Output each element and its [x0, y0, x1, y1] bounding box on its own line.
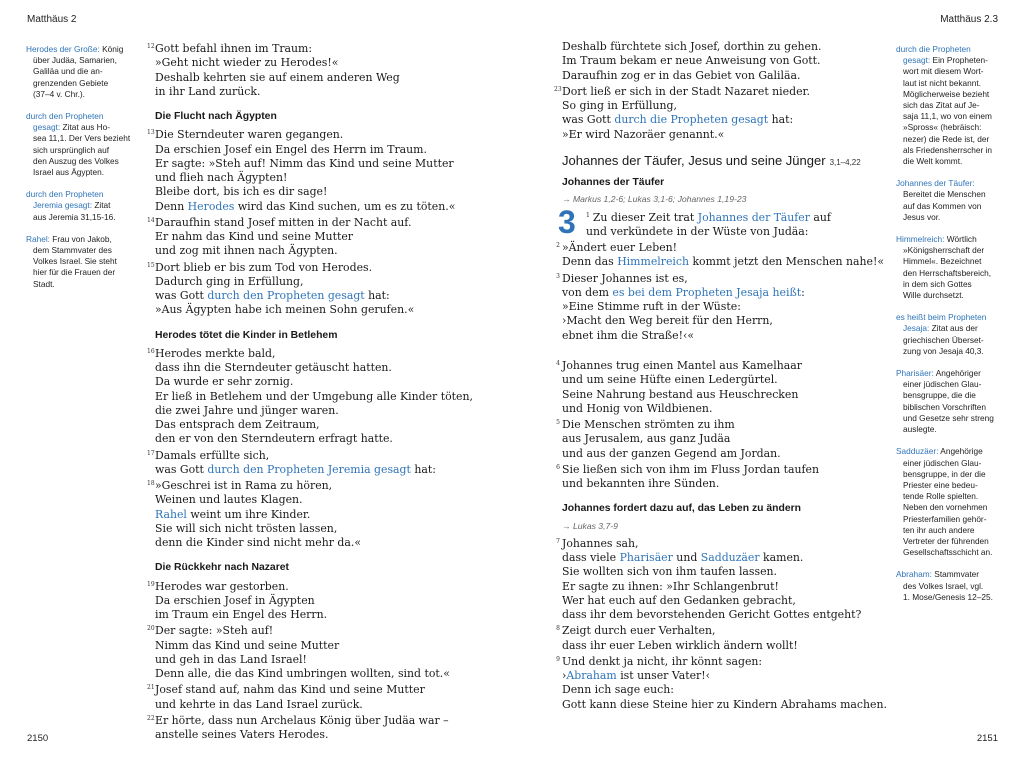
- verse-text: Er sagte: »Steh auf! Nimm das Kind und seine Mutter: [155, 156, 454, 170]
- glossary-link-rahel[interactable]: Rahel: [155, 507, 187, 521]
- glossary-link-abraham[interactable]: Abraham: [566, 669, 617, 682]
- verse-text: dass ihr dem bevorstehenden Gericht Gottes entgeht?: [562, 608, 862, 621]
- gloss-text: grenzenden Gebiete: [33, 77, 109, 88]
- gloss-text: Wörtlich: [946, 234, 977, 245]
- verse-text: dass ihr euer Leben wirklich ändern wollt!: [562, 638, 798, 652]
- gloss-text: Himmel«. Bezeichnet: [903, 256, 982, 267]
- gloss-text: (37–4 v. Chr.).: [33, 88, 85, 99]
- verse-text: Wer hat euch auf den Gedanken gebracht,: [562, 593, 796, 607]
- gloss-term: gesagt:: [903, 55, 931, 66]
- left-glossary: [26, 44, 138, 301]
- gloss-text: auslegte.: [903, 424, 937, 435]
- gloss-text: sich das Zitat auf Je-: [903, 100, 980, 111]
- verse-text: Im Traum bekam er neue Anweisung von Gott.: [562, 54, 821, 68]
- verse-text: auf: [809, 210, 831, 224]
- gloss-term: durch den Propheten: [26, 189, 104, 200]
- glossary-link-propheten-nazoraeer[interactable]: durch die Propheten gesagt: [614, 113, 769, 127]
- chapter-3-opening: [558, 203, 872, 240]
- gloss-text: hier für die Frauen der: [33, 267, 116, 278]
- verse-number: 6: [556, 463, 560, 471]
- gloss-text: wort mit diesem Wort-: [903, 66, 984, 77]
- verse-text: Johannes sah,: [562, 536, 639, 550]
- verse-text: und bekannten ihre Sünden.: [562, 477, 720, 490]
- right-page-text: [554, 40, 887, 712]
- verse-number: 2: [556, 242, 560, 249]
- gloss-text: und Gesetze sehr streng: [903, 412, 994, 423]
- glossary-link-herodes[interactable]: Herodes: [187, 199, 235, 213]
- gloss-term: es heißt beim Propheten: [896, 312, 987, 323]
- verse-text: Seine Nahrung bestand aus Heuschrecken: [562, 387, 799, 401]
- gloss-term: Himmelreich:: [896, 234, 945, 245]
- verse-text: Zeigt durch euer Verhalten,: [562, 624, 716, 638]
- verse-text: »Eine Stimme ruft in der Wüste:: [562, 300, 741, 313]
- verse-text: Deshalb kehrten sie auf einem anderen Weg: [155, 70, 400, 84]
- gloss-text: Israel aus Ägypten.: [33, 167, 105, 178]
- gloss-entry-jesaja: [896, 312, 1004, 357]
- gloss-entry-sadduzaeer: [896, 446, 1004, 558]
- verse-text: Er nahm das Kind und seine Mutter: [155, 230, 353, 243]
- gloss-text: saja 11,1, wo von einem: [903, 111, 992, 122]
- verse-text: Er hörte, dass nun Archelaus König über Judäa war –: [155, 713, 449, 727]
- verse-text: hat:: [768, 113, 794, 127]
- gloss-text: sich ursprünglich auf: [33, 144, 110, 155]
- verse-text: »Aus Ägypten habe ich meinen Sohn gerufen.«: [155, 303, 415, 317]
- verse-text: Zu dieser Zeit trat: [592, 210, 698, 224]
- verse-number: 7: [556, 537, 560, 545]
- gloss-text: Gesellschaftsschicht an.: [903, 547, 993, 558]
- verse-text: Daraufhin stand Josef mitten in der Nacht auf.: [155, 215, 412, 229]
- gloss-text: griechischen Überset-: [903, 334, 984, 345]
- glossary-link-johannes[interactable]: Johannes der Täufer: [697, 210, 810, 224]
- section-heading: Johannes der Täufer: [562, 177, 665, 188]
- verse-text: Das entsprach dem Zeitraum,: [155, 418, 320, 431]
- verse-text: weint um ihre Kinder.: [186, 507, 311, 521]
- verse-number: 18: [147, 480, 155, 487]
- glossary-link-pharisaeer[interactable]: Pharisäer: [619, 551, 673, 564]
- gloss-term: durch die Propheten: [896, 44, 971, 54]
- verse-text: was Gott: [562, 113, 615, 127]
- gloss-text: bensgruppe, die die: [903, 390, 976, 401]
- verse-text: Herodes war gestorben.: [155, 579, 289, 593]
- verse-number: 16: [147, 347, 155, 355]
- glossary-link-sadduzaeer[interactable]: Sadduzäer: [700, 551, 760, 564]
- verse-text: Deshalb fürchtete sich Josef, dorthin zu gehen.: [562, 40, 822, 53]
- left-page-text: [147, 40, 473, 742]
- verse-text: So ging in Erfüllung,: [562, 99, 677, 112]
- verse-text: »Geht nicht wieder zu Herodes!«: [155, 56, 339, 70]
- verse-text: Da wurde er sehr zornig.: [155, 375, 294, 389]
- section-heading: Die Rückkehr nach Nazaret: [155, 562, 289, 574]
- gloss-text: die Welt kommt.: [903, 156, 963, 167]
- verse-number: 12: [147, 43, 155, 50]
- major-section-title: [562, 154, 872, 170]
- verse-text: Sie wollten sich von ihm taufen lassen.: [562, 565, 778, 579]
- gloss-entry-propheten: [26, 111, 138, 178]
- verse-text: und verkündete in der Wüste von Judäa:: [586, 224, 809, 238]
- gloss-text: Galiläa und die an-: [33, 66, 103, 77]
- gloss-text: Möglicherweise bezieht: [903, 88, 990, 99]
- gloss-text: laut ist nicht bekannt.: [903, 77, 981, 88]
- verse-text: und um seine Hüfte einen Ledergürtel.: [562, 373, 778, 387]
- gloss-text: Stadt.: [33, 278, 55, 289]
- section-heading: Johannes fordert dazu auf, das Leben zu ändern: [562, 503, 802, 515]
- verse-text: kamen.: [759, 551, 804, 564]
- verse-number: 22: [147, 714, 155, 722]
- verse-text: und: [672, 551, 701, 564]
- gloss-text: über Judäa, Samarien,: [33, 55, 117, 66]
- gloss-text: Volkes Israel. Sie steht: [33, 256, 117, 267]
- gloss-text: »Königsherrschaft der: [903, 245, 985, 256]
- verse-number: 15: [147, 261, 155, 269]
- gloss-text: Wille durchsetzt.: [903, 290, 964, 301]
- verse-text: Herodes merkte bald,: [155, 346, 276, 360]
- gloss-text: Vertreter der führenden: [903, 535, 989, 546]
- verse-number: 23: [554, 85, 562, 93]
- verse-number: 3: [556, 272, 560, 280]
- verse-text: Denn das: [562, 255, 618, 269]
- verse-number: 19: [147, 580, 155, 588]
- gloss-term: Jesaja:: [903, 323, 930, 334]
- gloss-text: bensgruppe, in der die: [903, 468, 986, 479]
- gloss-text: »Spross« (hebräisch:: [903, 122, 982, 133]
- verse-text: dass viele: [562, 551, 620, 564]
- verse-text: ist unser Vater!‹: [616, 669, 710, 682]
- gloss-text: auf das Kommen von: [903, 200, 982, 211]
- running-head-left: Matthäus 2: [27, 14, 77, 25]
- gloss-text: biblischen Vorschriften: [903, 401, 987, 412]
- verse-text: hat:: [410, 462, 436, 476]
- verse-text: ›: [562, 669, 567, 682]
- running-head-right: Matthäus 2.3: [940, 14, 998, 25]
- verse-text: Er sagte zu ihnen: »Ihr Schlangenbrut!: [562, 579, 779, 593]
- verse-number: 5: [556, 419, 560, 426]
- section-reference: 3,1–4,22: [829, 157, 861, 167]
- verse-text: Bleibe dort, bis ich es dir sage!: [155, 185, 328, 199]
- gloss-text: Angehörige: [940, 446, 983, 457]
- verse-text: Er ließ in Betlehem und der Umgebung alle Kinder töten,: [155, 389, 473, 403]
- verse-text: :: [801, 285, 805, 299]
- verse-text: wird das Kind suchen, um es zu töten.«: [234, 199, 456, 213]
- verse-text: Damals erfüllte sich,: [155, 448, 270, 462]
- verse-text: Sie ließen sich von ihm im Fluss Jordan taufen: [562, 462, 819, 476]
- gloss-term: Rahel:: [26, 233, 50, 244]
- verse-text: Dadurch ging in Erfüllung,: [155, 274, 304, 288]
- gloss-text: den Herrschaftsbereich,: [903, 267, 992, 278]
- parallel-references[interactable]: → Lukas 3,7-9: [562, 520, 618, 531]
- verse-text: Sie will sich nicht trösten lassen,: [155, 521, 338, 535]
- gloss-text: Jesus vor.: [903, 211, 941, 222]
- verse-number: 17: [147, 449, 155, 457]
- verse-number: 8: [556, 625, 560, 633]
- gloss-text: als Friedensherrscher in: [903, 144, 992, 155]
- gloss-text: Neben den vornehmen: [903, 502, 988, 513]
- verse-text: Denn ich sage euch:: [562, 683, 674, 697]
- verse-number: 21: [147, 684, 155, 692]
- verse-number: 9: [556, 655, 560, 663]
- verse-text: und kehrte in das Land Israel zurück.: [155, 697, 363, 711]
- verse-text: Da erschien Josef in Ägypten: [155, 593, 315, 607]
- gloss-text: sea 11,1. Der Vers bezieht: [33, 133, 131, 144]
- glossary-link-propheten[interactable]: durch den Propheten gesagt: [207, 289, 365, 302]
- gloss-term: Johannes der Täufer:: [896, 178, 975, 189]
- glossary-link-jesaja[interactable]: es bei dem Propheten Jesaja heißt: [612, 285, 802, 299]
- verse-text: von dem: [562, 285, 613, 299]
- gloss-entry-rahel: [26, 234, 138, 290]
- verse-text: und zog mit ihnen nach Ägypten.: [155, 244, 338, 258]
- gloss-text: in dem sich Gottes: [903, 278, 972, 289]
- gloss-text: tende Rolle spielten.: [903, 491, 979, 502]
- gloss-entry-nazoraeer: [896, 44, 1004, 167]
- verse-text: kommt jetzt den Menschen nahe!«: [689, 255, 885, 269]
- gloss-term: Sadduzäer:: [896, 446, 939, 457]
- verse-text: was Gott: [155, 289, 208, 302]
- gloss-entry-himmelreich: [896, 234, 1004, 301]
- gloss-text: des Volkes Israel, vgl.: [903, 580, 984, 591]
- gloss-text: König: [102, 44, 124, 54]
- verse-text: ›Macht den Weg bereit für den Herrn,: [562, 314, 773, 328]
- gloss-text: Zitat aus der: [931, 323, 978, 334]
- verse-text: Gott kann diese Steine hier zu Kindern Abrahams machen.: [562, 697, 887, 711]
- gloss-text: Frau von Jakob,: [52, 233, 112, 244]
- verse-text: den er von den Sterndeutern erfragt hatte.: [155, 432, 393, 446]
- verse-text: Johannes trug einen Mantel aus Kamelhaar: [562, 359, 802, 372]
- verse-text: dass ihn die Sterndeuter getäuscht hatten.: [155, 361, 392, 374]
- verse-text: Der sagte: »Steh auf!: [155, 624, 274, 638]
- verse-text: »Ändert euer Leben!: [562, 241, 678, 254]
- section-title-text: Johannes der Täufer, Jesus und seine Jünger: [562, 152, 826, 168]
- verse-number: 14: [147, 216, 155, 224]
- verse-text: Josef stand auf, nahm das Kind und seine Mutter: [155, 683, 425, 697]
- verse-text: im Traum ein Engel des Herrn.: [155, 608, 328, 621]
- chapter-number: 3: [558, 203, 576, 240]
- gloss-text: den Auszug des Volkes: [33, 155, 119, 166]
- verse-text: in ihr Land zurück.: [155, 84, 261, 98]
- verse-text: »Geschrei ist in Rama zu hören,: [155, 479, 333, 492]
- gloss-text: nezer) die Rede ist, der: [903, 133, 990, 144]
- gloss-text: Ein Propheten-: [932, 55, 988, 66]
- page-number-right: 2151: [976, 733, 998, 744]
- gloss-entry-pharisaeer: [896, 368, 1004, 435]
- verse-text: und flieh nach Ägypten!: [155, 171, 288, 184]
- gloss-entry-jeremia: [26, 189, 138, 223]
- verse-text: Die Menschen strömten zu ihm: [562, 418, 735, 431]
- gloss-term: gesagt:: [33, 122, 61, 133]
- verse-text: und Honig von Wildbienen.: [562, 401, 713, 415]
- page-number-left: 2150: [27, 733, 49, 744]
- verse-text: Dort ließ er sich in der Stadt Nazaret nieder.: [562, 84, 810, 98]
- verse-number: 4: [556, 360, 560, 367]
- right-glossary: [896, 44, 1004, 614]
- gloss-text: Stammvater: [934, 569, 980, 580]
- gloss-text: Priester eine bedeu-: [903, 479, 978, 490]
- verse-text: Daraufhin zog er in das Gebiet von Galiläa.: [562, 68, 801, 82]
- gloss-text: ten ihr auch andere: [903, 524, 975, 535]
- verse-text: aus Jerusalem, aus ganz Judäa: [562, 432, 731, 446]
- verse-number: 13: [147, 129, 155, 137]
- gloss-term: Herodes der Große:: [26, 44, 100, 54]
- verse-text: Nimm das Kind und seine Mutter: [155, 638, 340, 652]
- verse-text: hat:: [364, 289, 390, 302]
- gloss-term: Pharisäer:: [896, 368, 934, 379]
- verse-text: Dieser Johannes ist es,: [562, 271, 688, 285]
- verse-text: und aus der ganzen Gegend am Jordan.: [562, 446, 781, 460]
- gloss-text: Zitat aus Ho-: [62, 122, 111, 133]
- verse-text: Dort blieb er bis zum Tod von Herodes.: [155, 260, 373, 274]
- parallel-references[interactable]: → Markus 1,2-6; Lukas 3,1-6; Johannes 1,19-23: [562, 194, 747, 205]
- verse-text: was Gott: [155, 462, 208, 476]
- glossary-link-himmelreich[interactable]: Himmelreich: [617, 255, 689, 269]
- verse-text: und geh in das Land Israel!: [155, 652, 307, 666]
- gloss-entry-abraham: [896, 569, 1004, 603]
- verse-text: Gott befahl ihnen im Traum:: [155, 42, 313, 55]
- verse-number: 20: [147, 625, 155, 633]
- verse-text: ebnet ihm die Straße!‹«: [562, 328, 695, 342]
- verse-text: Denn alle, die das Kind umbringen wollten, sind tot.«: [155, 667, 450, 680]
- gloss-text: einer jüdischen Glau-: [903, 457, 982, 468]
- gloss-entry-herodes: [26, 44, 138, 100]
- verse-text: Die Sterndeuter waren gegangen.: [155, 128, 344, 142]
- verse-text: die zwei Jahre und jünger waren.: [155, 403, 339, 417]
- verse-text: anstelle seines Vaters Herodes.: [155, 728, 329, 741]
- gloss-text: Angehöriger: [935, 368, 981, 379]
- verse-text: Weinen und lautes Klagen.: [155, 493, 303, 507]
- verse-text: Denn: [155, 199, 188, 213]
- gloss-text: aus Jeremia 31,15-16.: [33, 211, 116, 222]
- gloss-entry-johannes: [896, 178, 1004, 223]
- stanza-gap: [562, 343, 872, 357]
- verse-text: Und denkt ja nicht, ihr könnt sagen:: [562, 654, 763, 668]
- gloss-term: Abraham:: [896, 569, 932, 580]
- glossary-link-jeremia[interactable]: durch den Propheten Jeremia gesagt: [207, 462, 411, 476]
- gloss-term: durch den Propheten: [26, 111, 104, 122]
- gloss-text: Priesterfamilien gehör-: [903, 513, 987, 524]
- verse-text: Da erschien Josef ein Engel des Herrn im Traum.: [155, 142, 427, 156]
- gloss-text: 1. Mose/Genesis 12–25.: [903, 591, 993, 602]
- section-heading: Herodes tötet die Kinder in Betlehem: [155, 329, 338, 341]
- gloss-text: Bereitet die Menschen: [903, 189, 986, 200]
- gloss-text: Zitat: [94, 200, 111, 211]
- section-heading: Die Flucht nach Ägypten: [155, 111, 277, 122]
- verse-text: »Er wird Nazoräer genannt.«: [562, 127, 725, 141]
- gloss-text: dem Stammvater des: [33, 245, 112, 256]
- verse-text: denn die Kinder sind nicht mehr da.«: [155, 536, 361, 549]
- gloss-term: Jeremia gesagt:: [33, 200, 93, 211]
- gloss-text: zung von Jesaja 40,3.: [903, 345, 984, 356]
- verse-number: 1: [586, 211, 590, 219]
- gloss-text: einer jüdischen Glau-: [903, 379, 982, 390]
